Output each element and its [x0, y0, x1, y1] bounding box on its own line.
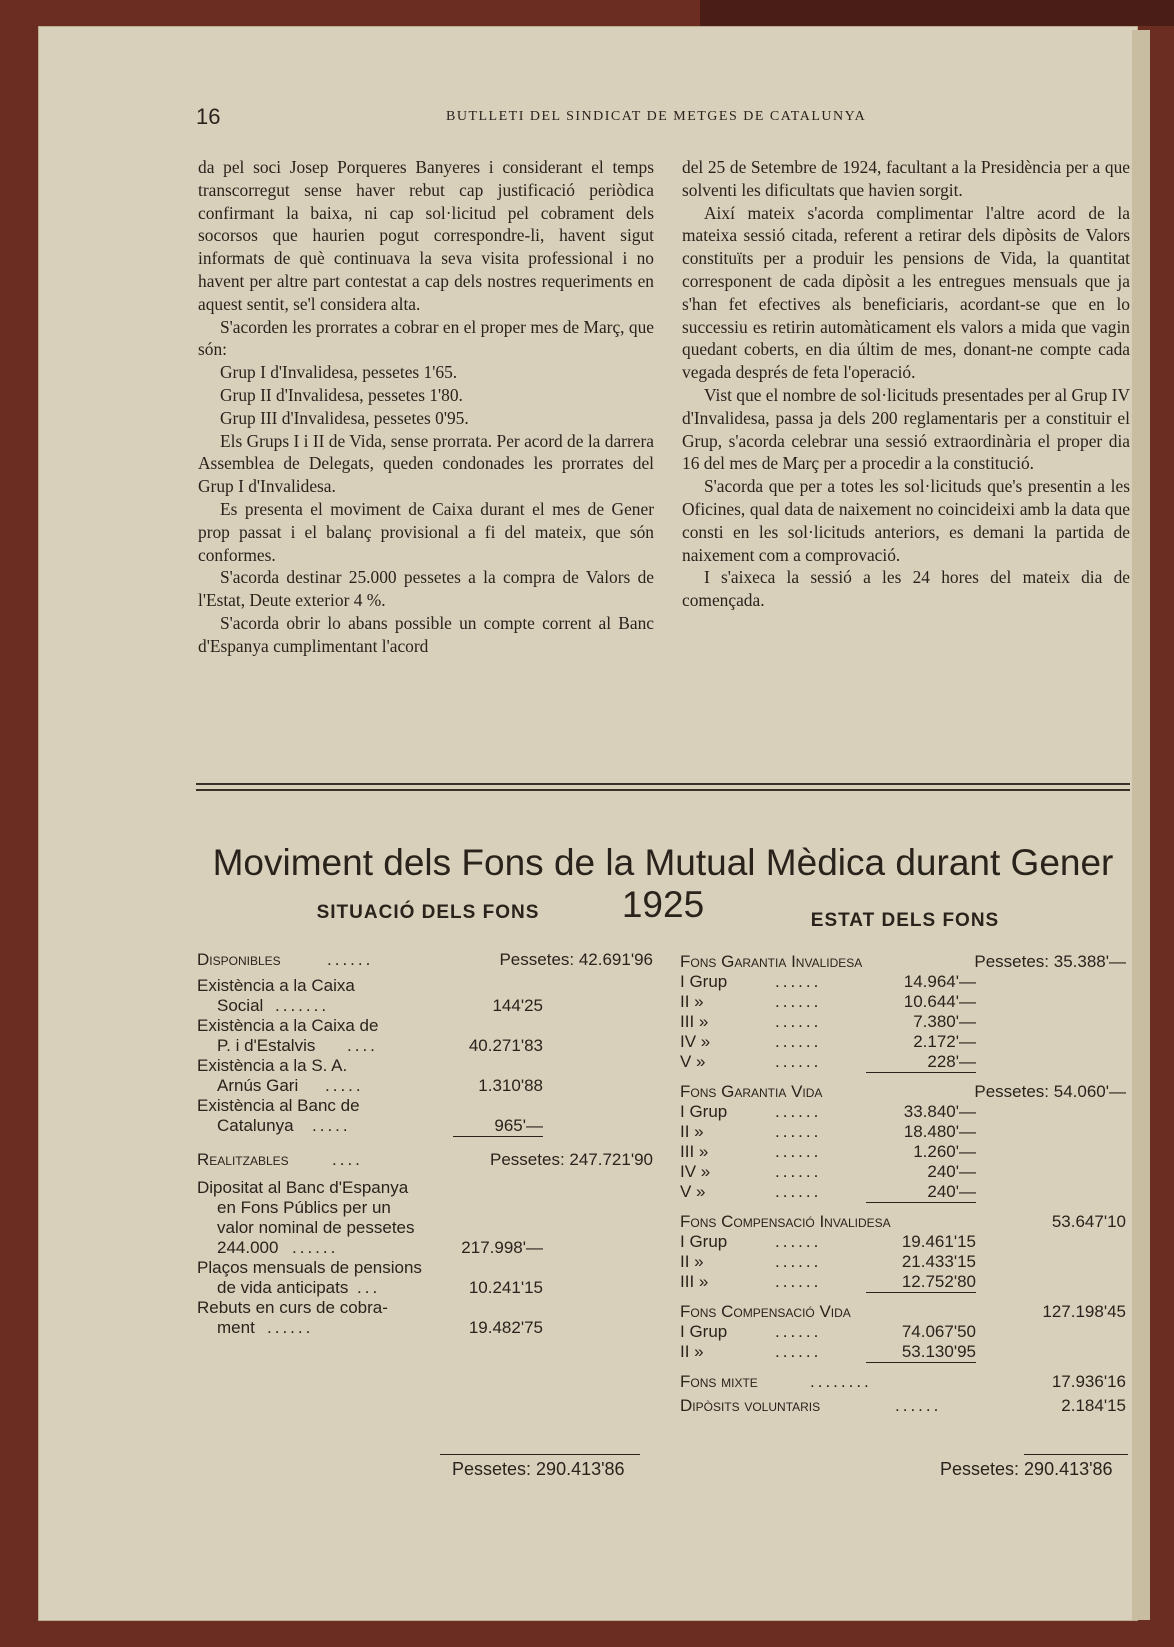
entry-line [197, 1178, 653, 1198]
fund-item-row [680, 1342, 1126, 1362]
leader-dots: ...... [775, 1162, 822, 1181]
fund-item-label: II » [680, 1122, 704, 1141]
leader-dots: ...... [775, 1142, 822, 1161]
fons-mixte-amount: 17.936'16 [1051, 1372, 1126, 1391]
paragraph: S'acorden les prorrates a cobrar en el proper mes de Març, que són: [198, 316, 654, 360]
fund-item-amount: 1.260'— [913, 1142, 976, 1161]
fund-item-amount: 53.130'95 [866, 1342, 976, 1363]
background-binding [700, 0, 1174, 26]
fund-item-amount: 19.461'15 [901, 1232, 976, 1251]
fund-item-amount: 33.840'— [903, 1102, 976, 1121]
estat-title: ESTAT DELS FONS [810, 910, 1000, 931]
entry-amount: 1.310'88 [478, 1076, 543, 1095]
entry-label: Rebuts en curs de cobra- [197, 1298, 388, 1317]
entry-line [197, 1198, 653, 1218]
entry-line [197, 1238, 653, 1258]
situacio-title: SITUACIÓ DELS FONS [316, 902, 540, 923]
fund-item-row [680, 1232, 1126, 1252]
entry-label: Catalunya [217, 1116, 294, 1135]
total-rule [440, 1454, 640, 1455]
fund-group-label: Fons Garantia Vida [680, 1082, 823, 1101]
diposits-label: Dipòsits voluntaris [680, 1396, 821, 1415]
divider-rule [196, 789, 1130, 791]
fund-item-row [680, 1052, 1126, 1072]
fund-item-label: IV » [680, 1032, 711, 1051]
leader-dots: .... [347, 1036, 378, 1055]
fund-item-label: V » [680, 1182, 706, 1201]
fund-item-row [680, 1012, 1126, 1032]
paragraph: S'acorda obrir lo abans possible un compte corrent al Banc d'Espanya cumplimentant l'acord [198, 612, 654, 656]
entry-label: Dipositat al Banc d'Espanya [197, 1178, 409, 1197]
diposits-row [680, 1396, 1126, 1416]
entry-line [197, 1076, 653, 1096]
paragraph: Vist que el nombre de sol·licituds presentades per al Grup IV d'Invalidesa, passa ja dels 200 reglamentaris per a constituir el Grup, s'acorda celebrar una sessió extraordinària el proper dia 16 del mes de Març per a procedir a la constitució. [682, 384, 1130, 474]
estat-table [680, 952, 1126, 1416]
fund-item-label: I Grup [680, 972, 728, 991]
paragraph: S'acorda que per a totes les sol·licituds que's presentin a les Oficines, qual data de naixement no coincideixi amb la data que consti en les sol·licituds anteriors, es demani la partida de naixement com a comprovació. [682, 476, 1130, 565]
fund-item-label: III » [680, 1272, 709, 1291]
leader-dots: ...... [327, 950, 374, 969]
entry-amount: 19.482'75 [468, 1318, 543, 1337]
paragraph: Grup II d'Invalidesa, pessetes 1'80. [220, 384, 463, 405]
entry-label: Arnús Gari [217, 1076, 299, 1095]
fons-mixte-label: Fons mixte [680, 1372, 758, 1391]
fund-item-row [680, 1102, 1126, 1122]
paragraph: da pel soci Josep Porqueres Banyeres i considerant el temps transcorregut sense haver rebut cap justificació periòdica confirmant la baixa, ni cap sol·licitud pel cobrament dels socorsos que haurien pogut correspondre-li, havent sigut informats de què continuava la seva visita professional i no havent per altre part contestat a cap dels nostres requeriments en aquest sentit, se'l considera alta. [198, 157, 654, 314]
fons-mixte-row [680, 1372, 1126, 1392]
paragraph: S'acorda destinar 25.000 pessetes a la compra de Valors de l'Estat, Deute exterior 4 %. [198, 567, 654, 611]
paragraph: Grup I d'Invalidesa, pessetes 1'65. [220, 362, 458, 383]
fund-item-label: IV » [680, 1162, 711, 1181]
entry-label: Existència al Banc de [197, 1096, 360, 1115]
leader-dots: ...... [775, 1122, 822, 1141]
fund-item-label: II » [680, 1342, 704, 1361]
fund-item-row [680, 1122, 1126, 1142]
entry-line [197, 1218, 653, 1238]
entry-line [197, 1278, 653, 1298]
fund-item-row [680, 1142, 1126, 1162]
realitzables-total: Pessetes: 247.721'90 [490, 1150, 653, 1169]
fund-item-label: II » [680, 1252, 704, 1271]
realitzables-label: Realitzables [197, 1150, 289, 1169]
leader-dots: .... [332, 1150, 363, 1169]
fund-item-amount: 74.067'50 [901, 1322, 976, 1341]
leader-dots: ...... [292, 1238, 339, 1257]
entry-line [197, 1036, 653, 1056]
leader-dots: ...... [895, 1396, 942, 1415]
fund-item-amount: 12.752'80 [866, 1272, 976, 1293]
leader-dots: ...... [775, 972, 822, 991]
fund-item-amount: 240'— [927, 1162, 976, 1181]
leader-dots: ...... [775, 1232, 822, 1251]
leader-dots: ...... [775, 1322, 822, 1341]
fund-group-row [680, 1302, 1126, 1322]
disponibles-label: Disponibles [197, 950, 281, 969]
leader-dots: ....... [275, 996, 330, 1015]
paragraph: Així mateix s'acorda complimentar l'altre acord de la mateixa sessió citada, referent a retirar dels dipòsits de Valors constituïts per a produir les pensions de Vida, la quantitat corresponent de cada dipòsit a les entregues mensuals que ja s'han fet efectives als beneficiaris, acordant-se que en lo successiu es retirin automàticament els valors a mida que vagin quedant coberts, en dia últim de mes, donant-ne compte cada vegada després de feta l'operació. [682, 202, 1130, 383]
divider-rule [196, 783, 1130, 785]
situacio-table [197, 950, 653, 1338]
entry-label: P. i d'Estalvis [217, 1036, 316, 1055]
entry-amount: 965'— [453, 1116, 543, 1137]
fund-item-amount: 2.172'— [913, 1032, 976, 1051]
fund-group-total: 127.198'45 [1042, 1302, 1126, 1321]
paragraph: Es presenta el moviment de Caixa durant el mes de Gener prop passat i el balanç provisional a fi del mateix, que són conformes. [198, 498, 654, 565]
entry-label: Social [217, 996, 264, 1015]
paragraph: Grup III d'Invalidesa, pessetes 0'95. [220, 407, 469, 428]
entry-line [197, 976, 653, 996]
page-number: 16 [196, 104, 221, 129]
fund-group-label: Fons Compensació Invalidesa [680, 1212, 891, 1231]
leader-dots: ...... [775, 1102, 822, 1121]
disponibles-row [197, 950, 653, 970]
total-rule [1024, 1454, 1128, 1455]
paragraph: del 25 de Setembre de 1924, facultant a la Presidència per a que solventi les dificultats que havien sorgit. [682, 157, 1130, 200]
fund-item-label: I Grup [680, 1232, 728, 1251]
entry-label: Existència a la Caixa [197, 976, 355, 995]
fund-item-label: II » [680, 992, 704, 1011]
fund-item-amount: 228'— [866, 1052, 976, 1073]
left-column [198, 156, 654, 658]
fund-item-label: I Grup [680, 1102, 728, 1121]
fund-item-row [680, 1182, 1126, 1202]
entry-amount: 144'25 [492, 996, 543, 1015]
leader-dots: ...... [775, 1342, 822, 1361]
entry-line [197, 1016, 653, 1036]
fund-group-total: 53.647'10 [1051, 1212, 1126, 1231]
page-edge [1132, 30, 1150, 1620]
leader-dots: ...... [775, 1252, 822, 1271]
fund-item-row [680, 1252, 1126, 1272]
leader-dots: ..... [325, 1076, 364, 1095]
fund-item-amount: 14.964'— [903, 972, 976, 991]
fund-item-amount: 21.433'15 [901, 1252, 976, 1271]
leader-dots: ...... [775, 1012, 822, 1031]
fund-item-row [680, 972, 1126, 992]
disponibles-total: Pessetes: 42.691'96 [499, 950, 653, 969]
leader-dots: ...... [775, 992, 822, 1011]
fund-item-row [680, 992, 1126, 1012]
fund-item-row [680, 1032, 1126, 1052]
entry-amount: 10.241'15 [468, 1278, 543, 1297]
fund-group-total: Pessetes: 35.388'— [974, 952, 1126, 971]
leader-dots: ...... [267, 1318, 314, 1337]
leader-dots: ...... [775, 1272, 822, 1291]
leader-dots: ...... [775, 1032, 822, 1051]
entry-line [197, 1116, 653, 1136]
fund-group-label: Fons Compensació Vida [680, 1302, 851, 1321]
entry-label: de vida anticipats [217, 1278, 349, 1297]
paragraph: I s'aixeca la sessió a les 24 hores del mateix dia de començada. [682, 567, 1130, 611]
running-head: BUTLLETI DEL SINDICAT DE METGES DE CATALUNYA [446, 109, 867, 124]
fund-item-label: III » [680, 1142, 709, 1161]
leader-dots: ...... [775, 1182, 822, 1201]
entry-label: Existència a la S. A. [197, 1056, 348, 1075]
fund-group-row [680, 952, 1126, 972]
fund-title: Moviment dels Fons de la Mutual Mèdica durant Gener 1925 [212, 842, 1114, 925]
entry-line [197, 1258, 653, 1278]
entry-line [197, 996, 653, 1016]
right-column [682, 156, 1130, 612]
fund-item-label: V » [680, 1052, 706, 1071]
entry-line [197, 1298, 653, 1318]
fund-group-row [680, 1212, 1126, 1232]
entry-line [197, 1096, 653, 1116]
fund-item-amount: 7.380'— [913, 1012, 976, 1031]
fund-group-label: Fons Garantia Invalidesa [680, 952, 863, 971]
entry-line [197, 1318, 653, 1338]
fund-item-row [680, 1322, 1126, 1342]
entry-label: Existència a la Caixa de [197, 1016, 379, 1035]
paragraph: Els Grups I i II de Vida, sense prorrata. Per acord de la darrera Assemblea de Delegats, queden condonades les prorrates del Grup I d'Invalidesa. [198, 430, 654, 497]
estat-grand-total: Pessetes: 290.413'86 [940, 1459, 1113, 1479]
realitzables-row [197, 1150, 653, 1170]
fund-group-total: Pessetes: 54.060'— [974, 1082, 1126, 1101]
entry-label: 244.000 [217, 1238, 279, 1257]
leader-dots: ..... [312, 1116, 351, 1135]
leader-dots: ...... [775, 1052, 822, 1071]
leader-dots: ........ [810, 1372, 872, 1391]
entry-amount: 217.998'— [461, 1238, 543, 1257]
entry-label: Plaços mensuals de pensions [197, 1258, 422, 1277]
page-header [196, 104, 1116, 134]
fund-item-amount: 18.480'— [903, 1122, 976, 1141]
fund-group-row [680, 1082, 1126, 1102]
fund-item-row [680, 1162, 1126, 1182]
leader-dots: ... [357, 1278, 381, 1297]
fund-item-amount: 10.644'— [903, 992, 976, 1011]
diposits-amount: 2.184'15 [1061, 1396, 1126, 1415]
fund-item-amount: 240'— [866, 1182, 976, 1203]
entry-amount: 40.271'83 [468, 1036, 543, 1055]
entry-line [197, 1056, 653, 1076]
fund-item-label: I Grup [680, 1322, 728, 1341]
fund-item-label: III » [680, 1012, 709, 1031]
entry-label: valor nominal de pessetes [217, 1218, 415, 1237]
fund-item-row [680, 1272, 1126, 1292]
entry-label: en Fons Públics per un [217, 1198, 391, 1217]
entry-label: ment [217, 1318, 255, 1337]
situacio-grand-total: Pessetes: 290.413'86 [452, 1459, 625, 1479]
